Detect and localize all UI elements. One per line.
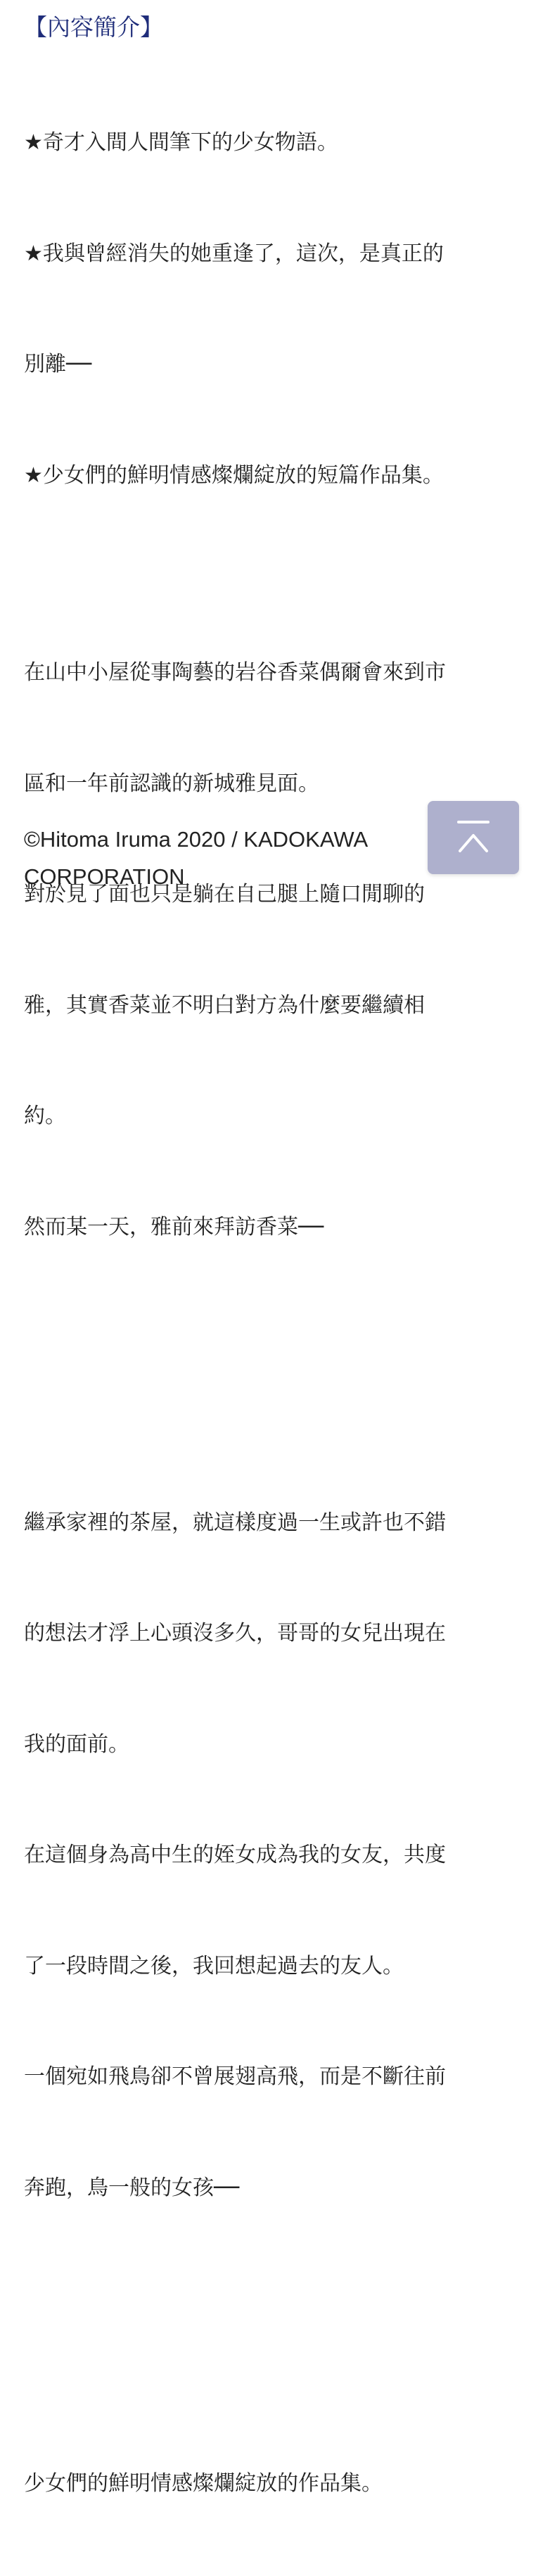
story-line: 區和一年前認識的新城雅見面。 <box>24 766 516 803</box>
story-line: 對於見了面也只是躺在自己腿上隨口閒聊的 <box>24 876 516 914</box>
closing-block <box>24 2392 516 2576</box>
story-line: 的想法才浮上心頭沒多久，哥哥的女兒出現在 <box>24 1615 516 1653</box>
closing-line: 少女們的鮮明情感燦爛綻放的作品集。 <box>24 2465 516 2503</box>
story-line: 了一段時間之後，我回想起過去的友人。 <box>24 1948 516 1985</box>
story-line: 然而某一天，雅前來拜訪香菜── <box>24 1209 516 1246</box>
arrow-up-icon <box>456 820 491 855</box>
story-line: 約。 <box>24 1098 516 1135</box>
copyright-line: ©Hitoma Iruma 2020 / KADOKAWA <box>24 821 368 858</box>
story-line: 我的面前。 <box>24 1726 516 1764</box>
back-to-top-button[interactable] <box>428 801 519 874</box>
copyright-notice <box>24 821 368 895</box>
highlight-line: ★我與曾經消失的她重逢了，這次，是真正的 <box>24 236 516 273</box>
story-line: 在這個身為高中生的姪女成為我的女友，共度 <box>24 1837 516 1874</box>
story-two-block <box>24 1431 516 2392</box>
story-line: 在山中小屋從事陶藝的岩谷香菜偶爾會來到市 <box>24 655 516 692</box>
copyright-line: CORPORATION <box>24 858 368 895</box>
description-section <box>24 10 516 2576</box>
story-line: 雅，其實香菜並不明白對方為什麼要繼續相 <box>24 987 516 1025</box>
spacer <box>24 568 516 581</box>
story-line: 繼承家裡的茶屋，就這樣度過一生或許也不錯 <box>24 1505 516 1542</box>
story-line: 奔跑，鳥一般的女孩── <box>24 2170 516 2207</box>
highlight-line: ★少女們的鮮明情感燦爛綻放的短篇作品集。 <box>24 457 516 495</box>
highlights-block <box>24 51 516 568</box>
blank-line <box>24 1320 516 1357</box>
highlight-line: ★奇才入間人間筆下的少女物語。 <box>24 125 516 162</box>
story-one-block <box>24 581 516 1431</box>
section-heading: 【內容簡介】 <box>24 10 516 45</box>
story-line: 一個宛如飛鳥卻不曾展翅高飛，而是不斷往前 <box>24 2059 516 2096</box>
blank-line <box>24 2280 516 2318</box>
highlight-line: 別離── <box>24 346 516 384</box>
